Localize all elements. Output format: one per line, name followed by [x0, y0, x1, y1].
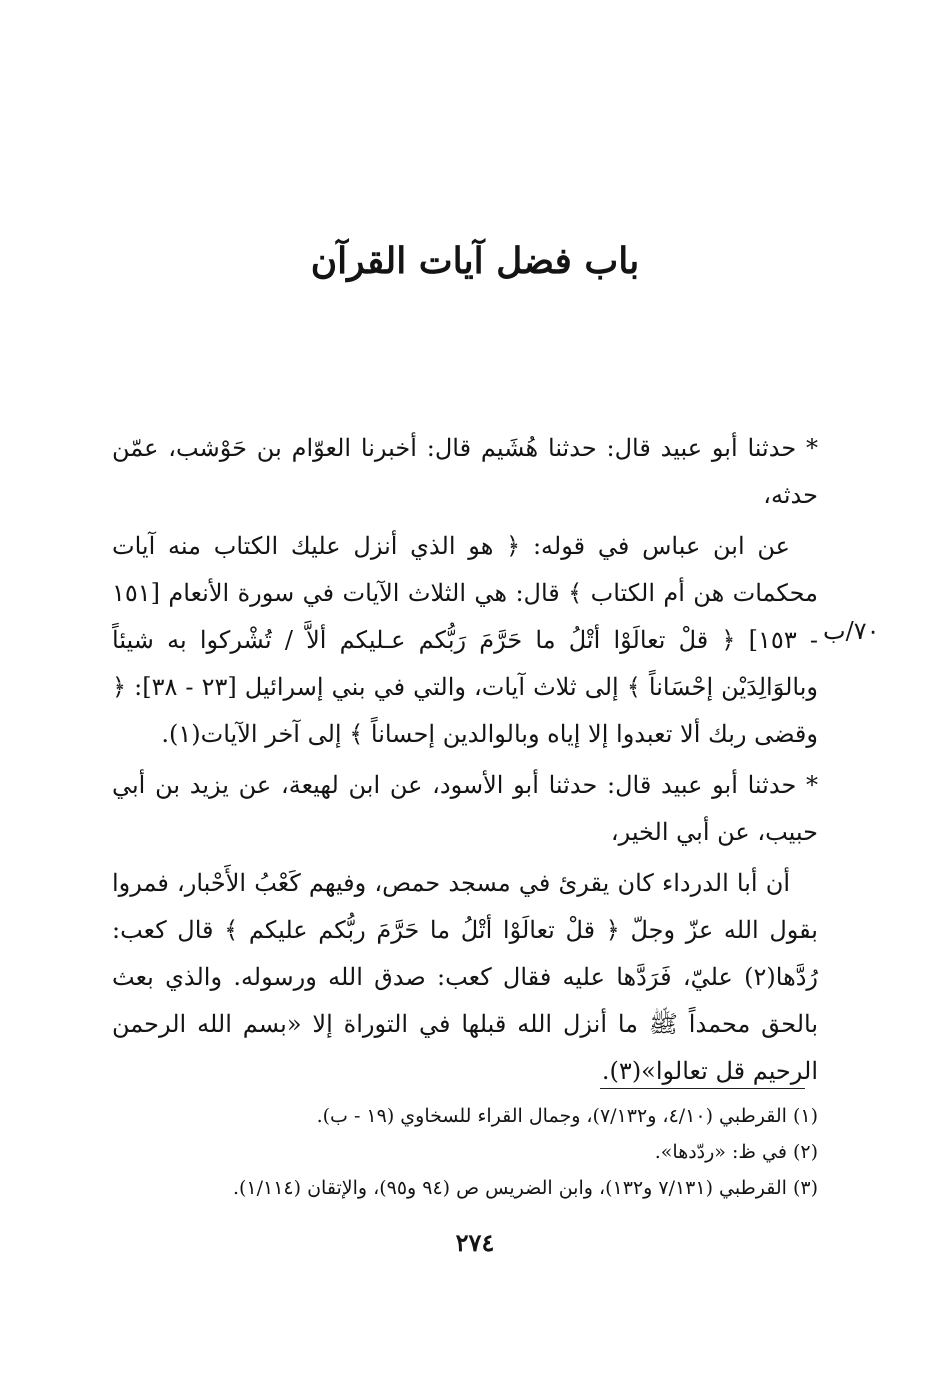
- manuscript-folio-marker: ٧٠/ب: [823, 617, 880, 645]
- paragraph-matn-2: أن أبا الدرداء كان يقرئ في مسجد حمص، وفيهم كَعْبُ الأَحْبار، فمروا بقول الله عزّ وجلّ ﴿ قلْ تعالَوْا أتْلُ ما حَرَّمَ ربُّكم عليكم ﴾ قال كعب: رُدَّها(٢) عليّ، فَرَدَّها عليه فقال كعب: صدق الله ورسوله. والذي بعث بالحق محمداً ﷺ ما أنزل الله قبلها في التوراة إلا «بسم الله الرحمن الرحيم قل تعالوا»(٣).: [112, 869, 818, 1085]
- footnote-2: (٢) في ظ: «ردّدها».: [654, 1141, 818, 1163]
- paragraph-isnad-2: * حدثنا أبو عبيد قال: حدثنا أبو الأسود، عن ابن لهيعة، عن يزيد بن أبي حبيب، عن أبي الخير،: [112, 771, 818, 846]
- main-text: [112, 425, 818, 1099]
- paragraph-isnad-1: * حدثنا أبو عبيد قال: حدثنا هُشَيم قال: أخبرنا العوّام بن حَوْشب، عمّن حدثه،: [112, 434, 818, 509]
- footnote-3: (٣) القرطبي (٧/١٣١ و١٣٢)، وابن الضريس ص (٩٤ و٩٥)، والإتقان (١/١١٤).: [232, 1177, 818, 1199]
- footnote-divider: [600, 1088, 805, 1089]
- footnotes: [112, 1098, 818, 1206]
- paragraph-matn-1: عن ابن عباس في قوله: ﴿ هو الذي أنزل عليك الكتاب منه آيات محكمات هن أم الكتاب ﴾ قال: هي الثلاث الآيات في سورة الأنعام [١٥١ - ١٥٣] ﴿ قلْ تعالَوْا أتْلُ ما حَرَّمَ رَبُّكم عـليكم ألاَّ / تُشْركوا به شيئاً وبالوَالِدَيْن إحْسَاناً ﴾ إلى ثلاث آيات، والتي في بني إسرائيل [٢٣ - ٣٨]: ﴿ وقضى ربك ألا تعبدوا إلا إياه وبالوالدين إحساناً ﴾ إلى آخر الآيات(١).: [112, 532, 819, 748]
- chapter-title: باب فضل آيات القرآن: [310, 240, 640, 282]
- footnote-1: (١) القرطبي (٤/١٠، و٧/١٣٢)، وجمال القراء للسخاوي (١٩ - ب).: [316, 1105, 818, 1127]
- page-number: ٢٧٤: [455, 1228, 495, 1257]
